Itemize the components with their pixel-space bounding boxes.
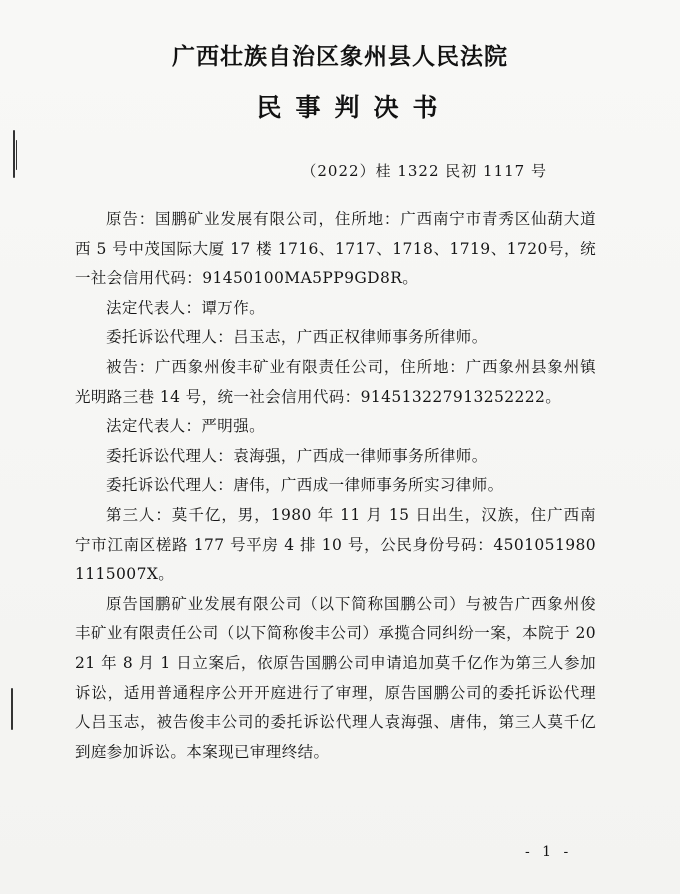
paragraph-defendant: 被告：广西象州俊丰矿业有限责任公司，住所地：广西象州县象州镇光明路三巷 14 号，统一社会信用代码：91451322791325222​2。: [75, 357, 596, 406]
paragraph-defendant-agent-2: 委托诉讼代理人：唐伟，广西成一律师事务所实习律师。: [106, 476, 504, 495]
page-number: - 1 -: [525, 844, 573, 860]
paragraph-plaintiff-agent: 委托诉讼代理人：吕玉志，广西正权律师事务所律师。: [106, 328, 488, 347]
document-title: 民事判决书: [256, 93, 452, 122]
scan-edge-mark: [11, 688, 13, 730]
paragraph-third-party: 第三人：莫千亿，男，1980 年 11 月 15 日出生，汉族，住广西南宁市江南区槎路 177 号平房 4 排 10 号，公民身份号码：45010519801115007X。: [75, 505, 596, 584]
scan-edge-mark: [13, 130, 15, 178]
court-name: 广西壮族自治区象州县人民法院: [172, 43, 508, 70]
paragraph-case-summary: 原告国鹏矿业发展有限公司（以下简称国鹏公司）与被告广西象州俊丰矿业有限责任公司（以下简称俊丰公司）承揽合同纠纷一案，本院于 2021 年 8 月 1 日立案后，依原告国鹏公司申请追加莫千亿作为第三人参加诉讼，适用普通程序公开开庭进行了审理，原告国鹏公司的委托诉讼代理人吕玉志，被告俊丰公司的委托诉讼代理人袁海强、唐伟，第三人莫千亿到庭参加诉讼。本案现已审理终结。: [75, 594, 596, 761]
paragraph-defendant-agent-1: 委托诉讼代理人：袁海强，广西成一律师事务所律师。: [106, 446, 488, 465]
scan-edge-mark: [16, 140, 17, 170]
paragraph-defendant-legal-rep: 法定代表人：严明强。: [106, 417, 266, 436]
case-number: （2022）桂 1322 民初 1117 号: [301, 162, 547, 180]
paragraph-plaintiff-legal-rep: 法定代表人：谭万作。: [106, 298, 266, 317]
paragraph-plaintiff: 原告：国鹏矿业发展有限公司，住所地：广西南宁市青秀区仙葫大道西 5 号中茂国际大厦 17 楼 1716、1717、1718、1719、1720号，统一社会信用代码：91450100MA5PP9GD8R。: [75, 210, 596, 288]
judgment-body: [75, 205, 596, 767]
